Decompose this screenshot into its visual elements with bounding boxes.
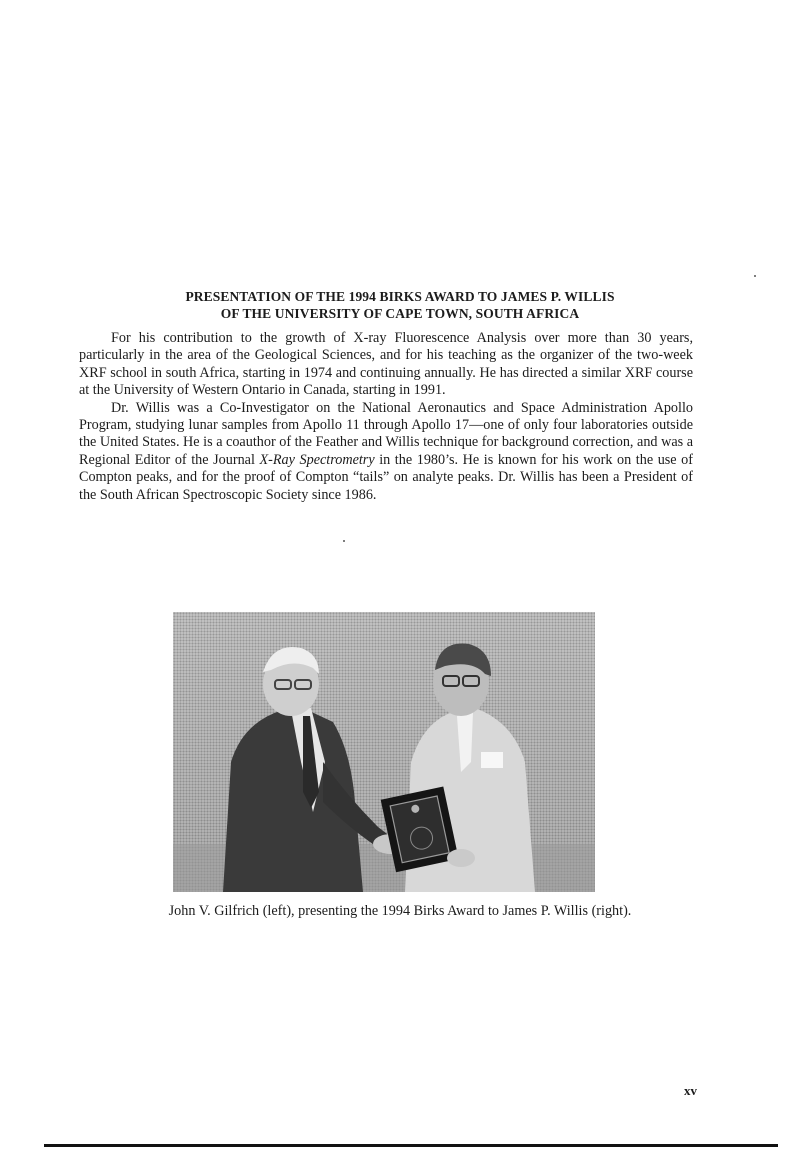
- bottom-rule: [44, 1144, 778, 1147]
- paragraph-2-text-a: Dr. Willis was a Co-Investigator on the National Aeronautics and Space Administration Apollo Program, studying lunar samples from Apollo 11 through Apollo 17—one of only four laboratories outside the United States. He is a coauthor of the Feather and Willis technique for background correction, and was a Regional Editor of the Journal: [79, 399, 693, 468]
- journal-title: X-Ray Spectrometry: [259, 451, 375, 468]
- paragraph-2-text-b: in the 1980’s. He is known for his work on the use of Compton peaks, and for the proof of Compton “tails” on analyte peaks. Dr. Willis has been a President of the South African Spectroscopic Society since 1986.: [79, 451, 693, 503]
- scan-speck: [343, 540, 345, 542]
- title-line-2: OF THE UNIVERSITY OF CAPE TOWN, SOUTH AFRICA: [220, 306, 580, 321]
- award-photo-drawing: [173, 612, 595, 892]
- body-text: [79, 330, 693, 504]
- page-number: xv: [684, 1083, 697, 1098]
- page-title: [80, 288, 720, 322]
- award-photo: [173, 612, 595, 892]
- photo-caption: John V. Gilfrich (left), presenting the 1994 Birks Award to James P. Willis (right).: [168, 903, 632, 919]
- title-line-1: PRESENTATION OF THE 1994 BIRKS AWARD TO JAMES P. WILLIS: [185, 289, 615, 304]
- paragraph-2: [79, 400, 693, 504]
- scan-speck: [754, 275, 756, 277]
- paragraph-1: For his contribution to the growth of X-ray Fluorescence Analysis over more than 30 years, particularly in the area of the Geological Sciences, and for his teaching as the organizer of the two-week XRF school in south Africa, starting in 1974 and continuing annually. He has directed a similar XRF course at the University of Western Ontario in Canada, starting in 1991.: [79, 330, 693, 399]
